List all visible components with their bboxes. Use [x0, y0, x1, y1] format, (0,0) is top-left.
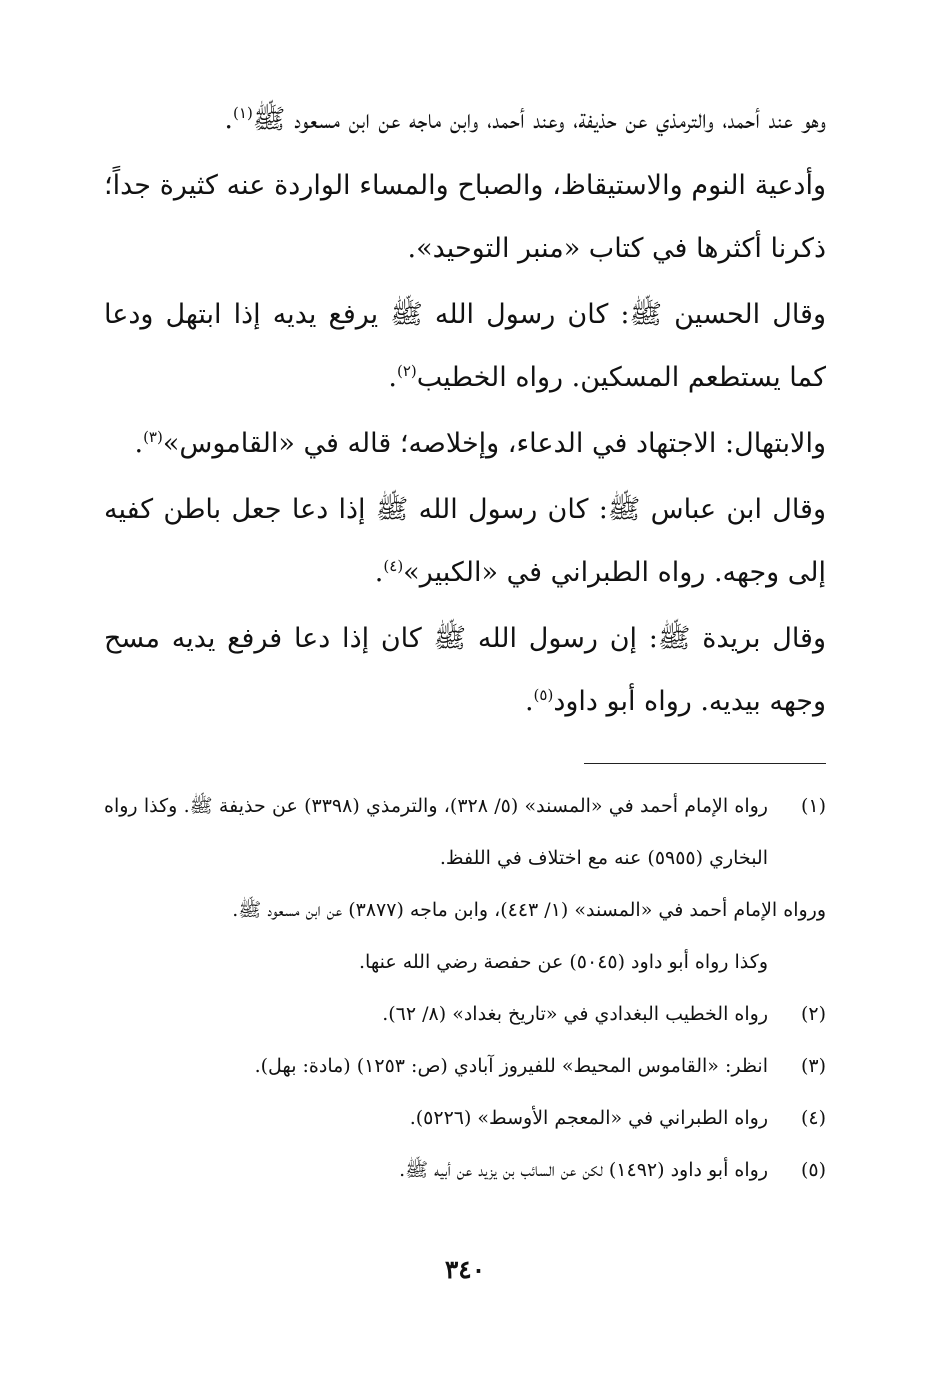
footnote-4 — [104, 1092, 826, 1144]
footnote-ref-5: (٥) — [533, 686, 554, 704]
footnote-ref-2: (٢) — [397, 362, 417, 380]
footnote-ref-1: (١) — [233, 104, 253, 122]
footnote-2-text: رواه الخطيب البغدادي في «تاريخ بغداد» (٨/ ٦٢). — [382, 1003, 768, 1025]
paragraph-2 — [104, 154, 826, 280]
footnote-ref-4: (٤) — [383, 557, 404, 575]
paragraph-4-tail: . — [134, 428, 144, 459]
paragraph-6 — [104, 607, 826, 733]
paragraph-6-text: وقال بريدة ﷺ: إن رسول الله ﷺ كان إذا دعا فرفع يديه مسح وجهه بيديه. رواه أبو داود — [104, 623, 826, 717]
footnote-5-number: (٥) — [800, 1159, 826, 1181]
paragraph-6-tail: . — [524, 686, 534, 717]
footnote-1-line-2: ورواه الإمام أحمد في «المسند» (١/ ٤٤٣)، وابن ماجه (٣٨٧٧) عن ابن مسعود ﷺ. — [232, 899, 826, 921]
paragraph-1-tail: . — [224, 104, 234, 135]
footnote-1-line-3: وكذا رواه أبو داود (٥٠٤٥) عن حفصة رضي الله عنها. — [359, 951, 768, 973]
footnote-2 — [104, 988, 826, 1040]
paragraph-5-text: وقال ابن عباس ﷺ: كان رسول الله ﷺ إذا دعا جعل باطن كفيه إلى وجهه. رواه الطبراني في «الكبير» — [104, 494, 826, 588]
footnote-3-number: (٣) — [800, 1055, 826, 1077]
paragraph-4-text: والابتهال: الاجتهاد في الدعاء، وإخلاصه؛ قاله في «القاموس» — [162, 428, 826, 459]
paragraph-5 — [104, 478, 826, 604]
footnote-5 — [104, 1144, 826, 1196]
footnote-2-number: (٢) — [800, 1003, 826, 1025]
paragraph-3-text: وقال الحسين ﷺ: كان رسول الله ﷺ يرفع يديه إذا ابتهل ودعا كما يستطعم المسكين. رواه الخطيب — [104, 299, 826, 393]
footnote-4-text: رواه الطبراني في «المعجم الأوسط» (٥٢٢٦). — [409, 1107, 768, 1129]
footnotes — [104, 780, 826, 1196]
footnote-ref-3: (٣) — [143, 428, 163, 446]
paragraph-3 — [104, 283, 826, 409]
main-text — [104, 88, 826, 736]
paragraph-1 — [104, 88, 826, 151]
paragraph-3-tail: . — [388, 362, 397, 393]
footnote-divider — [584, 763, 826, 764]
footnote-3 — [104, 1040, 826, 1092]
paragraph-1-text: وهو عند أحمد، والترمذي عن حذيفة، وعند أحمد، وابن ماجه عن ابن مسعود ﷺ — [252, 104, 826, 135]
paragraph-2-text: وأدعية النوم والاستيقاظ، والصباح والمساء الواردة عنه كثيرة جداً؛ ذكرنا أكثرها في كتاب «منبر التوحيد». — [104, 170, 826, 264]
footnote-1-number: (١) — [800, 795, 826, 817]
footnote-3-text: انظر: «القاموس المحيط» للفيروز آبادي (ص: ١٢٥٣) (مادة: بهل). — [254, 1055, 768, 1077]
paragraph-5-tail: . — [374, 557, 384, 588]
footnote-5-text: رواه أبو داود (١٤٩٢) لكن عن السائب بن يزيد عن أبيه ﷺ. — [399, 1159, 768, 1181]
paragraph-4 — [104, 412, 826, 475]
footnote-1 — [104, 780, 826, 884]
footnote-1-line-1: رواه الإمام أحمد في «المسند» (٥/ ٣٢٨)، والترمذي (٣٣٩٨) عن حذيفة ﷺ. وكذا رواه البخاري (٥٩٥٥) عنه مع اختلاف في اللفظ. — [104, 795, 768, 869]
footnote-4-number: (٤) — [800, 1107, 826, 1129]
page-number: ٣٤٠ — [444, 1255, 486, 1284]
